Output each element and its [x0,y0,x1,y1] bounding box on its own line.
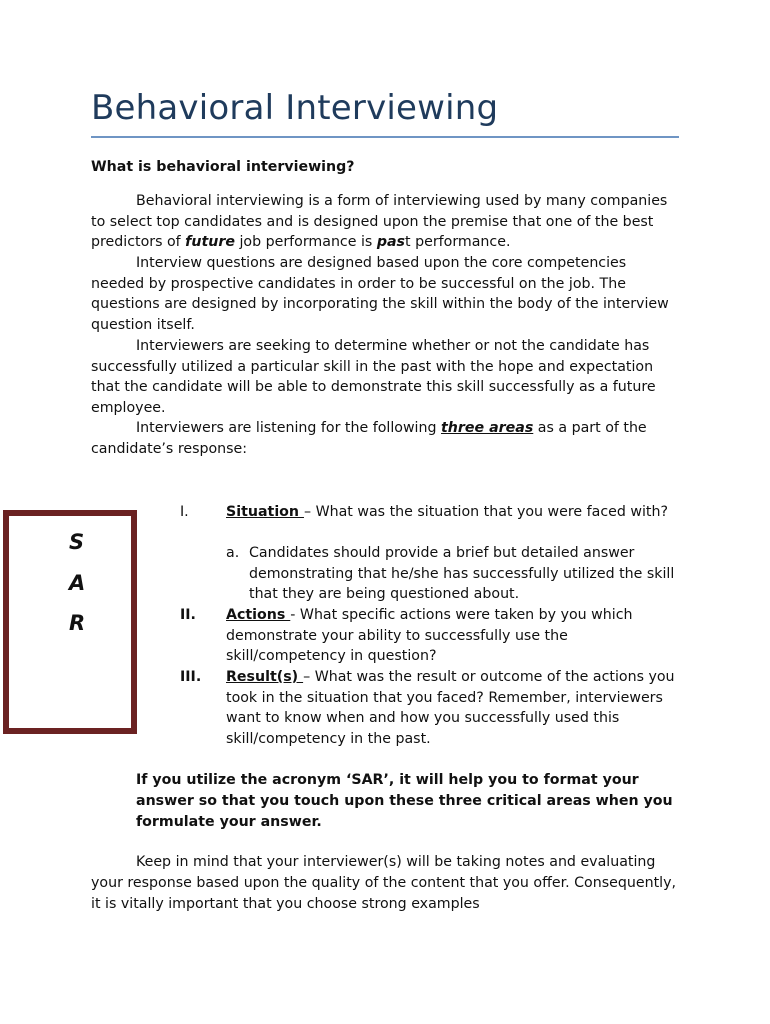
list-term-results: Result(s) [226,669,304,685]
p4-emphasis-three-areas: three areas [441,420,534,436]
p1-text-b: job performance is [234,234,377,251]
paragraph-premise [91,191,681,253]
section-subheading: What is behavioral interviewing? [91,159,355,175]
list-item-body [226,605,680,667]
title-underline-rule [91,136,679,138]
list-item-text: - What specific actions were taken by you which demonstrate your ability to successfully use the skill/competency in question? [226,607,633,665]
list-item-text: – What was the result or outcome of the actions you took in the situation that you faced? Remember, interviewers want to know when and how you successfully used this skill/competency in the past. [226,669,675,748]
sar-acronym-box [3,510,137,734]
sar-letter-r: R [69,611,86,635]
list-numeral: I. [180,504,189,520]
list-term-situation: Situation [226,504,304,520]
p4-text-a: Interviewers are listening for the following [136,420,441,436]
page-title: Behavioral Interviewing [91,88,499,128]
p1-emphasis-past: pas [376,234,406,251]
list-numeral: II. [180,607,196,623]
subitem-text: Candidates should provide a brief but detailed answer demonstrating that he/she has successfully utilized the skill that they are being questioned about. [249,545,675,603]
paragraph-interviewers-seeking: Interviewers are seeking to determine whether or not the candidate has successfully utilized a particular skill in the past with the hope and expectation that the candidate will be able to demonstrate this skill successfully as a future employee. [91,338,656,417]
subitem-marker: a. [226,545,240,561]
list-item-body [226,667,680,750]
list-term-actions: Actions [226,607,291,623]
p1-emphasis-future: future [185,234,235,251]
paragraph-three-areas [91,418,681,459]
paragraph-questions: Interview questions are designed based upon the core competencies needed by prospective candidates in order to be successful on the job. The questions are designed by incorporating the skill within the body of the interview question itself. [91,255,669,334]
paragraph-closing: Keep in mind that your interviewer(s) will be taking notes and evaluating your response based upon the quality of the content that you offer. Consequently, it is vitally important that you choose strong examples [91,854,676,912]
sar-callout: If you utilize the acronym ‘SAR’, it will help you to format your answer so that you touch upon these three critical areas when you formulate your answer. [136,772,673,830]
list-numeral: III. [180,669,202,685]
p1-text-a: Behavioral interviewing is a form of interviewing used by many companies to select top candidates and is designed upon the premise that one of the best predictors of [91,193,668,251]
sar-letter-s: S [69,530,85,554]
p4-text-b: as a part of the candidate’s response: [91,420,647,457]
sar-letter-a: A [69,571,86,595]
list-item-body [226,502,680,523]
list-item-text: – What was the situation that you were faced with? [303,504,668,520]
p1-text-c: t performance. [405,234,511,251]
